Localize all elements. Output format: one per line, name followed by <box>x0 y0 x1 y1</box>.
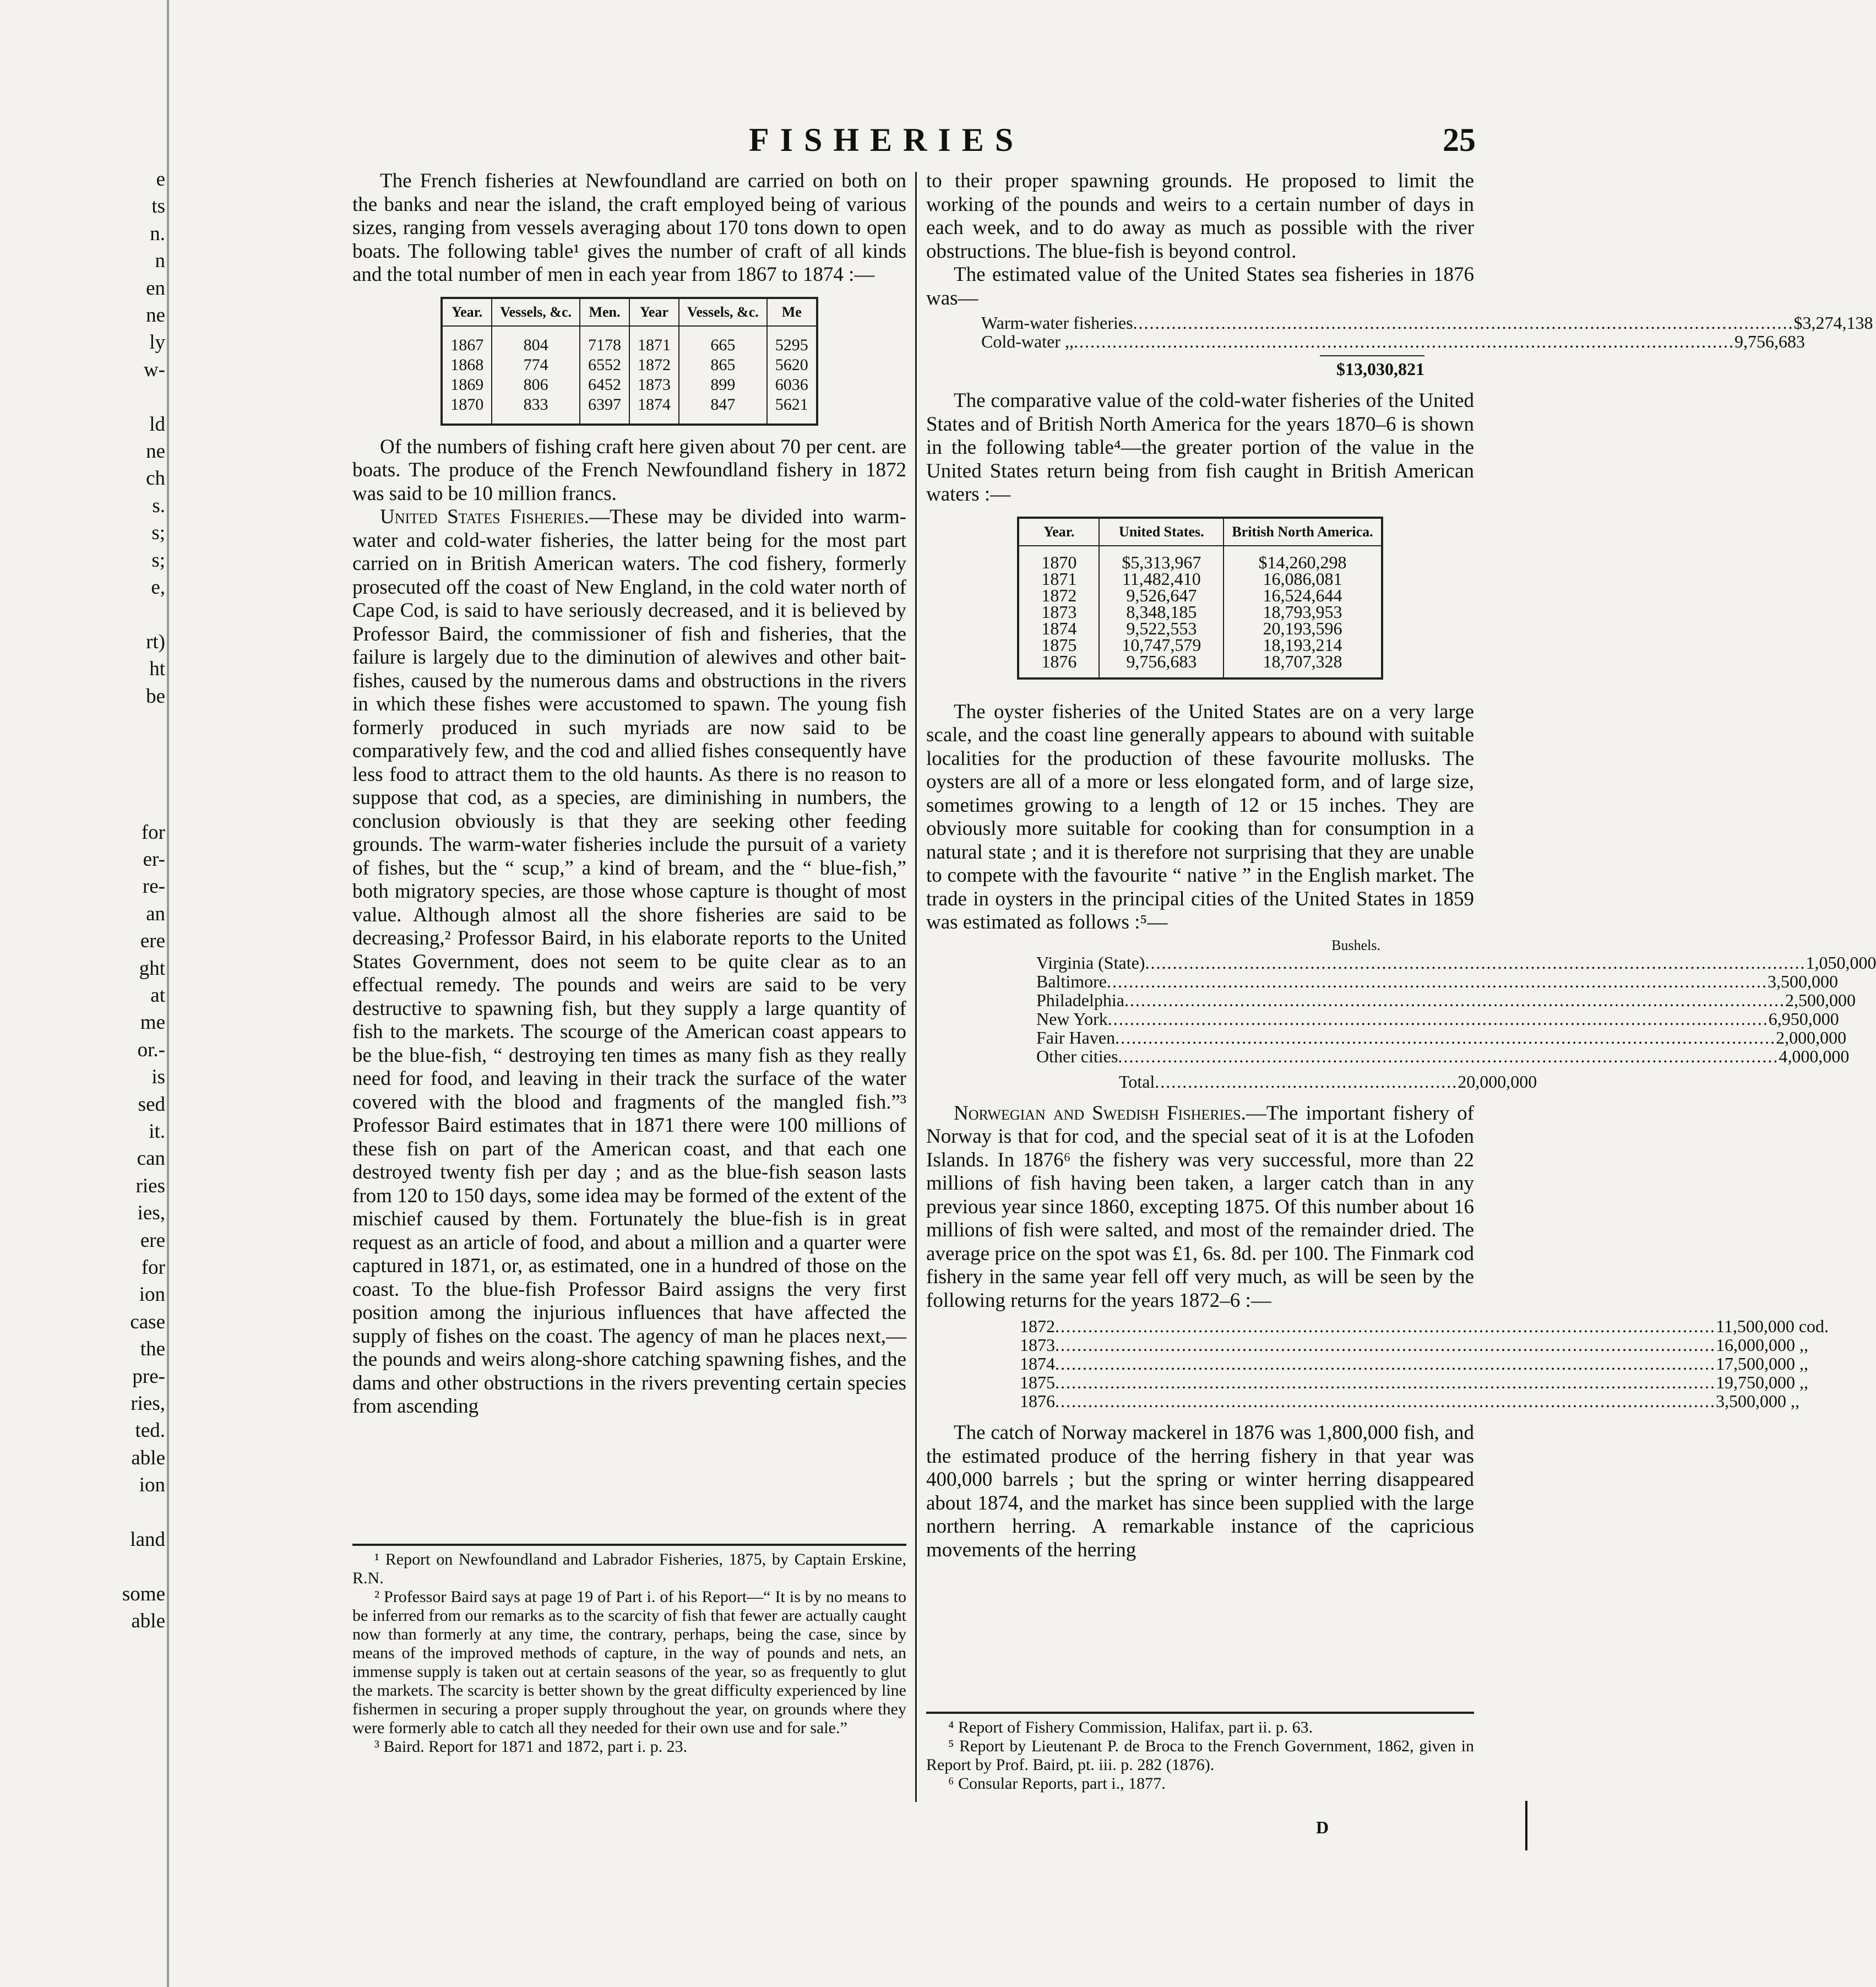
finmark-row <box>1020 1354 1808 1373</box>
finmark-row-value: 3,500,000 ,, <box>1716 1391 1799 1411</box>
oyster-row <box>1036 971 1838 991</box>
table-row <box>1018 546 1382 571</box>
table-row <box>442 355 817 375</box>
footnote: ⁵ Report by Lieutenant P. de Broca to the French Government, 1862, given in Report by Prof. Baird, pt. iii. p. 282 (1876). <box>926 1737 1474 1774</box>
craft-table-cell: 5621 <box>767 395 817 425</box>
craft-table-cell: 6397 <box>580 395 629 425</box>
value-table-cell: 1872 <box>1018 587 1099 604</box>
finmark-row-label: 1874 <box>1020 1354 1055 1373</box>
oyster-row-value: 2,000,000 <box>1776 1027 1847 1047</box>
page-number: 25 <box>1443 122 1476 158</box>
paragraph-spawning-continued: to their proper spawning grounds. He proposed to limit the working of the pounds and weirs to a certain number of days in each week, and to do away as much as possible with the river obstructions. The blue-fish is beyond control. <box>926 170 1474 263</box>
dot-leader: ........................................................................................................................ <box>1106 971 1768 991</box>
dot-leader: ........................................................................................................................ <box>1124 990 1785 1010</box>
margin-fragment: at <box>150 984 165 1007</box>
margin-fragment: be <box>146 685 165 708</box>
value-table-body <box>1018 546 1382 678</box>
margin-fragment: able <box>131 1610 165 1633</box>
paragraph-united-states-text: —These may be divided into warm-water and cold-water fisheries, the latter being for the most part carried on in British American waters. The cod fishery, formerly prosecuted off the coast of New England, in the cold water north of Cape Cod, is said to have seriously decreased, and it is believed by Professor Baird, the commissioner of fish and fisheries, that the failure is largely due to the diminution of alewives and other bait-fishes, caused by the numerous dams and obstructions in the rivers in which these fishes were accustomed to spawn. The young fish formerly produced in such myriads are now said to be comparatively few, and the cod and allied fishes consequently have less food to attract them to the old haunts. As there is no reason to suppose that cod, as a species, are diminishing in numbers, the conclusion obviously is that they are seeking other feeding grounds. The warm-water fisheries include the pursuit of a variety of fishes, but the “ scup,” a kind of bream, and the “ blue-fish,” both migratory species, are those whose capture is thought of most value. Although almost all the shore fisheries are said to be decreasing,² Professor Baird, in his elaborate reports to the United States Government, does not seem to be quite clear as to an effectual remedy. The pounds and weirs are said to be very destructive to spawning fish, but they supply a large quantity of fish to the markets. The scourge of the American coast appears to be the blue-fish, “ destroying ten times as many fish as they really need for food, and leaving in their track the surface of the water covered with the blood and fragments of the mangled fish.”³ Professor Baird estimates that in 1871 there were 100 millions of these fish on part of the American coast, and that each one destroyed twenty fish per day ; and as the blue-fish season lasts from 120 to 150 days, some idea may be formed of the extent of the mischief caused by them. Fortunately the blue-fish is in great request as an article of food, and about a million and a quarter were captured in 1871, or, as estimated, one in a hundred of those on the coast. To the blue-fish Professor Baird assigns the very first position among the injurious influences that have affected the supply of fishes on the coast. The agency of man he places next,—the pounds and weirs along-shore catching spawning fishes, and the dams and other obstructions in the rivers preventing certain species from ascending <box>352 506 906 1418</box>
value-table-cell: 1874 <box>1018 620 1099 637</box>
value-table-cell: 1873 <box>1018 604 1099 620</box>
margin-fragment: n <box>155 249 165 273</box>
dot-leader: ........................................................................................................................ <box>1055 1316 1716 1336</box>
margin-fragment: an <box>146 902 165 925</box>
margin-fragment: ere <box>140 1229 165 1252</box>
table-row <box>1018 653 1382 678</box>
value-table-cell: 9,522,553 <box>1099 620 1224 637</box>
oyster-row-value: 1,050,000 <box>1806 952 1876 973</box>
table-row <box>1018 571 1382 587</box>
margin-fragment: s. <box>152 494 165 517</box>
craft-table-cell: 847 <box>679 395 767 425</box>
craft-table-cell: 804 <box>492 326 580 355</box>
craft-table-cell: 899 <box>679 375 767 395</box>
margin-fragment: ht <box>149 658 165 681</box>
table-row <box>442 326 817 355</box>
oyster-row <box>1036 990 1856 1010</box>
table-row <box>1018 587 1382 604</box>
paragraph-french-fisheries: The French fisheries at Newfoundland are carried on both on the banks and near the island, the craft employed being of various sizes, ranging from vessels averaging about 170 tons down to open boats. The following table¹ gives the number of craft of all kinds and the total number of men in each year from 1867 to 1874 :— <box>352 170 906 286</box>
finmark-row-value: 11,500,000 cod. <box>1716 1316 1829 1336</box>
oyster-row-label: Baltimore <box>1036 971 1107 991</box>
margin-fragment: re- <box>142 875 165 898</box>
footnote: ³ Baird. Report for 1871 and 1872, part i. p. 23. <box>374 1738 688 1756</box>
value-1876-row-label: Cold-water ,, <box>981 332 1074 351</box>
margin-fragment: ies, <box>137 1202 165 1225</box>
craft-table-header-cell: Vessels, &c. <box>679 298 767 326</box>
dot-leader: ........................................................................................................................ <box>1115 1027 1776 1047</box>
margin-fragment: e, <box>151 576 165 599</box>
craft-table-cell: 833 <box>492 395 580 425</box>
margin-fragment: some <box>122 1582 165 1605</box>
finmark-row-label: 1876 <box>1020 1391 1055 1411</box>
margin-fragment: case <box>130 1310 165 1333</box>
craft-table-cell: 6036 <box>767 375 817 395</box>
margin-fragment: e <box>156 168 165 191</box>
footnote-list-right <box>926 1718 1474 1793</box>
paragraph-estimated-value: The estimated value of the United States sea fisheries in 1876 was— <box>926 263 1474 310</box>
margin-fragment: for <box>141 1256 165 1279</box>
finmark-row <box>1020 1391 1799 1411</box>
oyster-row-value: 6,950,000 <box>1768 1008 1839 1029</box>
value-table-cell: 1870 <box>1018 546 1099 571</box>
footnote: ⁴ Report of Fishery Commission, Halifax, part ii. p. 63. <box>948 1718 1313 1736</box>
oyster-row <box>1036 1027 1847 1047</box>
margin-fragment: ch <box>146 467 165 490</box>
oyster-rows <box>1036 952 1876 1066</box>
value-table-cell: 1875 <box>1018 637 1099 653</box>
finmark-row-label: 1872 <box>1020 1316 1055 1336</box>
margin-fragment: or.- <box>137 1038 165 1061</box>
dot-leader: ........................................................................................................................ <box>1055 1354 1716 1373</box>
paragraph-oyster-fisheries: The oyster fisheries of the United States are on a very large scale, and the coast line generally appears to abound with suitable localities for the production of these favourite mollusks. The oysters are all of a more or less elongated form, and of large size, sometimes growing to a length of 12 or 15 inches. They are obviously more suitable for cooking than for consumption in a natural state ; and it is therefore not surprising that they are unable to compete with the favourite “ native ” in the English market. The trade in oysters in the principal cities of the United States in 1859 was estimated as follows :⁵— <box>926 700 1474 933</box>
value-table-cell: 1876 <box>1018 653 1099 678</box>
oyster-row-label: New York <box>1036 1008 1108 1029</box>
dot-leader: ........................................................................................................................ <box>1055 1335 1716 1355</box>
finmark-row <box>1020 1316 1829 1336</box>
footnote-rule <box>352 1544 906 1546</box>
margin-fragment: able <box>131 1446 165 1469</box>
value-1876-row <box>981 332 1805 351</box>
craft-table-cell: 6552 <box>580 355 629 375</box>
craft-table-cell: 6452 <box>580 375 629 395</box>
margin-fragment: the <box>140 1338 165 1361</box>
craft-table-header-cell: Year <box>629 298 679 326</box>
margin-fragment: en <box>146 276 165 300</box>
signature-mark: D <box>1316 1817 1329 1837</box>
oyster-row-label: Other cities <box>1036 1046 1118 1066</box>
dot-leader: ........................................................................................................................ <box>1055 1391 1716 1411</box>
value-table-header-cell: Year. <box>1018 518 1099 546</box>
right-column <box>926 170 1876 1562</box>
margin-fragment: s; <box>151 549 165 572</box>
craft-table-cell: 1870 <box>442 395 492 425</box>
margin-fragment: land <box>130 1528 165 1551</box>
craft-table-header-cell: Year. <box>442 298 492 326</box>
finmark-row-label: 1875 <box>1020 1372 1055 1392</box>
finmark-row-value: 16,000,000 ,, <box>1716 1335 1808 1355</box>
value-table-cell: 11,482,410 <box>1099 571 1224 587</box>
value-1876-row-label: Warm-water fisheries <box>981 313 1133 333</box>
finmark-returns-list <box>926 1312 1829 1411</box>
oyster-unit: Bushels. <box>1331 937 1380 953</box>
margin-fragment: ion <box>139 1283 165 1306</box>
footnotes-right <box>926 1712 1474 1793</box>
craft-table-cell: 1868 <box>442 355 492 375</box>
oyster-row-value: 2,500,000 <box>1785 990 1856 1010</box>
craft-table-header <box>442 298 817 326</box>
value-1876-row-value: 9,756,683 <box>1734 332 1805 351</box>
margin-fragment: er- <box>143 848 165 871</box>
dot-leader: ........................................................................................................................ <box>1107 1008 1769 1029</box>
footnote-list-left <box>352 1550 906 1756</box>
craft-table-cell: 774 <box>492 355 580 375</box>
oyster-row <box>1036 1008 1839 1029</box>
oyster-row-label: Philadelphia <box>1036 990 1124 1010</box>
table-row <box>442 395 817 425</box>
craft-table-body <box>442 326 817 425</box>
oyster-row-label: Fair Haven <box>1036 1027 1116 1047</box>
value-table-cell: 18,193,214 <box>1224 637 1382 653</box>
value-table-cell: $14,260,298 <box>1224 546 1382 571</box>
value-table-header-cell: United States. <box>1099 518 1224 546</box>
margin-fragment: ries, <box>130 1392 165 1415</box>
margin-fragment: can <box>137 1147 165 1170</box>
value-table-header-cell: British North America. <box>1224 518 1382 546</box>
value-table-cell: 1871 <box>1018 571 1099 587</box>
margin-fragment: n. <box>150 222 165 245</box>
craft-table-cell: 1873 <box>629 375 679 395</box>
craft-table-header-cell: Men. <box>580 298 629 326</box>
margin-fragment: ries <box>135 1174 165 1197</box>
running-title: FISHERIES <box>749 122 1025 158</box>
margin-fragment: is <box>151 1066 165 1089</box>
section-heading-norwegian: Norwegian and Swedish Fisheries. <box>954 1101 1246 1125</box>
margin-fragment: pre- <box>132 1365 165 1388</box>
margin-fragment: w- <box>143 358 165 381</box>
value-table-cell: 16,086,081 <box>1224 571 1382 587</box>
section-heading-united-states: United States Fisheries. <box>380 506 589 528</box>
finmark-row-label: 1873 <box>1020 1335 1055 1355</box>
value-table-cell: 18,707,328 <box>1224 653 1382 678</box>
value-table-cell: 9,526,647 <box>1099 587 1224 604</box>
value-table-cell: 9,756,683 <box>1099 653 1224 678</box>
dot-leader: ........................................................................................................................ <box>1133 313 1794 333</box>
margin-fragment: ght <box>139 957 165 980</box>
craft-table-cell: 5295 <box>767 326 817 355</box>
margin-fragment: it. <box>149 1120 165 1143</box>
table-row <box>1018 620 1382 637</box>
value-table-cell: 10,747,579 <box>1099 637 1224 653</box>
craft-table-cell: 665 <box>679 326 767 355</box>
craft-table-cell: 1872 <box>629 355 679 375</box>
craft-table-cell: 7178 <box>580 326 629 355</box>
column-divider <box>915 172 917 1802</box>
paragraph-fishing-craft: Of the numbers of fishing craft here given about 70 per cent. are boats. The produce of the French Newfoundland fishery in 1872 was said to be 10 million francs. <box>352 435 906 505</box>
margin-fragment: me <box>140 1011 165 1034</box>
margin-fragment: sed <box>138 1093 165 1116</box>
gutter-line <box>167 0 169 1987</box>
oyster-trade-list <box>926 935 1876 1092</box>
paragraph-norwegian-swedish <box>926 1102 1474 1313</box>
page-header <box>330 121 1476 165</box>
margin-fragment: ne <box>146 440 165 463</box>
value-1876-total: $13,030,821 <box>1336 359 1424 379</box>
margin-fragment: s; <box>151 522 165 545</box>
craft-table-header-cell: Vessels, &c. <box>492 298 580 326</box>
paragraph-norwegian-text: —The important fishery of Norway is that for cod, and the special seat of it is at the Lofoden Islands. In 1876⁶ the fishery was very successful, more than 22 millions of fish having been taken, a larger catch than in any previous year since 1860, excepting 1875. Of this number about 16 millions of fish were salted, and most of the remainder dried. The average price on the spot was £1, 6s. 8d. per 100. The Finmark cod fishery in the same year fell off very much, as will be seen by the following returns for the years 1872–6 :— <box>926 1101 1474 1312</box>
footnote: ⁶ Consular Reports, part i., 1877. <box>948 1774 1166 1793</box>
craft-table-cell: 1869 <box>442 375 492 395</box>
value-table <box>1017 517 1383 680</box>
craft-table-cell: 5620 <box>767 355 817 375</box>
finmark-row-value: 17,500,000 ,, <box>1716 1354 1808 1373</box>
oyster-total-row: Total ....................................................... 20,000,000 <box>1119 1071 1537 1092</box>
paragraph-comparative-value: The comparative value of the cold-water fisheries of the United States and of British North America for the years 1870–6 is shown in the following table⁴—the greater portion of the value in the United States return being from fish caught in British American waters :— <box>926 389 1474 506</box>
finmark-row <box>1020 1335 1808 1355</box>
value-1876-rows <box>981 313 1873 351</box>
value-table-cell: 20,193,596 <box>1224 620 1382 637</box>
margin-fragment: ts <box>151 195 165 218</box>
margin-fragment: ne <box>146 304 165 327</box>
craft-table-cell: 865 <box>679 355 767 375</box>
craft-table-cell: 1871 <box>629 326 679 355</box>
value-1876-row <box>981 313 1873 333</box>
finmark-row-value: 19,750,000 ,, <box>1716 1372 1808 1392</box>
craft-table-cell: 1874 <box>629 395 679 425</box>
value-1876-row-value: $3,274,138 <box>1793 313 1873 333</box>
oyster-row-label: Virginia (State) <box>1036 952 1145 973</box>
paragraph-mackerel-herring: The catch of Norway mackerel in 1876 was 1,800,000 fish, and the estimated produce of the herring fishery in that year was 400,000 barrels ; but the spring or winter herring disappeared about 1874, and the market has since been supplied with the large northern herring. A remarkable instance of the capricious movements of the herring <box>926 1421 1474 1561</box>
value-table-cell: 16,524,644 <box>1224 587 1382 604</box>
margin-fragment: ted. <box>135 1419 165 1442</box>
craft-table-cell: 806 <box>492 375 580 395</box>
value-1876-list <box>926 310 1873 379</box>
oyster-row-value: 4,000,000 <box>1779 1046 1850 1066</box>
dot-leader: ........................................................................................................................ <box>1145 952 1806 973</box>
dot-leader: ........................................................................................................................ <box>1118 1046 1779 1066</box>
table-row <box>442 375 817 395</box>
finmark-rows <box>1020 1316 1829 1411</box>
previous-page-fragments <box>0 0 165 1987</box>
margin-fragment: for <box>141 821 165 844</box>
finmark-row <box>1020 1372 1808 1392</box>
value-table-cell: 8,348,185 <box>1099 604 1224 620</box>
footnote-rule <box>926 1712 1474 1714</box>
margin-fragment: ion <box>139 1474 165 1497</box>
value-sum-rule <box>1320 355 1424 356</box>
craft-table-cell: 1867 <box>442 326 492 355</box>
left-column <box>352 170 906 1419</box>
value-table-cell: $5,313,967 <box>1099 546 1224 571</box>
margin-fragment: ere <box>140 930 165 953</box>
oyster-row <box>1036 1046 1850 1066</box>
footnote: ² Professor Baird says at page 19 of Part i. of his Report—“ It is by no means to be inferred from our remarks as to the scarcity of fish that fewer are actually caught now than formerly at any time, the contrary, perhaps, being the case, since by means of the improved methods of capture, in the way of pounds and nets, an immense supply is taken out at certain seasons of the year, so as frequently to glut the markets. The scarcity is better shown by the great difficulty experienced by line fishermen in securing a proper supply throughout the year, on grounds where they were formerly able to catch all they needed for their own use and for sale.” <box>352 1588 906 1737</box>
margin-fragment: ly <box>149 331 165 354</box>
craft-table <box>441 297 818 426</box>
dot-leader: ........................................................................................................................ <box>1055 1372 1716 1392</box>
oyster-row-value: 3,500,000 <box>1767 971 1838 991</box>
table-row <box>1018 637 1382 653</box>
footnotes-left <box>352 1544 906 1756</box>
value-table-header <box>1018 518 1382 546</box>
table-row <box>1018 604 1382 620</box>
craft-table-header-cell: Me <box>767 298 817 326</box>
value-table-cell: 18,793,953 <box>1224 604 1382 620</box>
margin-fragment: ld <box>149 412 165 436</box>
oyster-row <box>1036 952 1876 973</box>
paragraph-united-states <box>352 506 906 1419</box>
edge-mark <box>1525 1801 1527 1850</box>
dot-leader: ........................................................................................................................ <box>1073 332 1734 351</box>
footnote: ¹ Report on Newfoundland and Labrador Fisheries, 1875, by Captain Erskine, R.N. <box>352 1550 906 1587</box>
margin-fragment: rt) <box>146 630 165 653</box>
